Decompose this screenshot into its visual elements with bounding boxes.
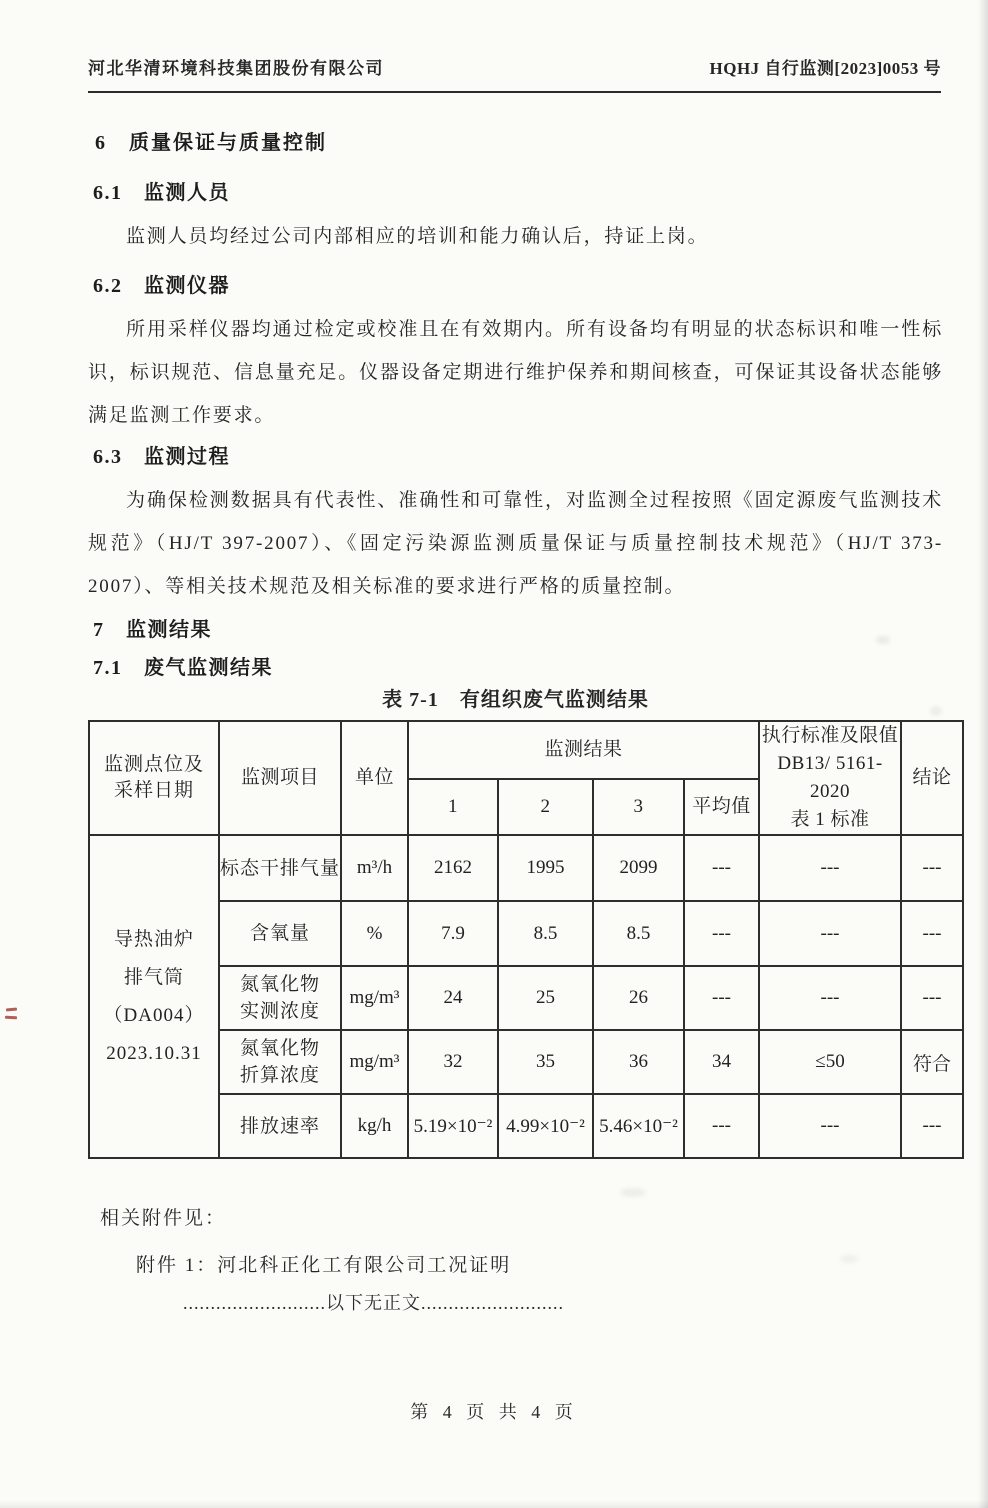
scan-noise xyxy=(876,636,890,644)
standard-cell: --- xyxy=(759,901,901,966)
item-line2: 折算浓度 xyxy=(239,1065,320,1086)
section-6-1-title: 6.1 监测人员 xyxy=(93,182,230,204)
header-sample-1: 1 xyxy=(408,779,498,835)
header-average: 平均值 xyxy=(684,779,759,835)
unit-cell: kg/h xyxy=(341,1094,408,1158)
header-conclusion: 结论 xyxy=(901,721,963,835)
header-unit: 单位 xyxy=(341,721,408,835)
unit-cell: % xyxy=(341,901,408,966)
section-6-3-title: 6.3 监测过程 xyxy=(93,446,230,468)
table-row xyxy=(89,835,963,901)
point-line3: （DA004） xyxy=(103,1004,205,1026)
red-ink-mark xyxy=(6,1008,17,1012)
header-monitoring-results: 监测结果 xyxy=(408,721,759,779)
company-name: 河北华清环境科技集团股份有限公司 xyxy=(88,59,384,78)
header-standard-limit xyxy=(759,721,901,835)
red-ink-mark xyxy=(5,1016,17,1020)
value-2-cell: 35 xyxy=(498,1030,593,1094)
value-2-cell: 8.5 xyxy=(498,901,593,966)
scan-noise xyxy=(840,1255,858,1263)
header-monitoring-point: 监测点位及采样日期 xyxy=(89,721,219,835)
scan-edge-shadow-right xyxy=(978,0,988,1508)
value-3-cell: 26 xyxy=(593,966,684,1030)
average-cell: --- xyxy=(684,901,759,966)
item-cell xyxy=(219,1094,341,1158)
scan-noise xyxy=(930,706,942,716)
item-line1: 氮氧化物 xyxy=(239,974,320,995)
section-6-2-title: 6.2 监测仪器 xyxy=(93,275,230,297)
conclusion-cell: --- xyxy=(901,835,963,901)
table-row xyxy=(89,901,963,966)
average-cell: --- xyxy=(684,835,759,901)
section-6-2-paragraph: 所用采样仪器均通过检定或校准且在有效期内。所有设备均有明显的状态标识和唯一性标识，标识规范、信息量充足。仪器设备定期进行维护保养和期间核查，可保证其设备状态能够满足监测工作要求。 xyxy=(88,319,943,426)
standard-cell: --- xyxy=(759,1094,901,1158)
page-content xyxy=(88,0,952,1315)
item-cell xyxy=(219,1030,341,1094)
table-row xyxy=(89,1030,963,1094)
table-row xyxy=(89,1094,963,1158)
section-6-title: 6 质量保证与质量控制 xyxy=(95,132,327,154)
average-cell: --- xyxy=(684,1094,759,1158)
item-line1: 排放速率 xyxy=(239,1115,320,1137)
header-standard-line3: 表 1 标准 xyxy=(790,809,870,830)
attachment-item-1: 附件 1：河北科正化工有限公司工况证明 xyxy=(136,1255,512,1276)
item-cell xyxy=(219,835,341,901)
table-caption: 表 7-1 有组织废气监测结果 xyxy=(382,689,649,711)
scan-noise xyxy=(620,1188,646,1197)
unit-cell: m³/h xyxy=(341,835,408,901)
value-1-cell: 5.19×10⁻² xyxy=(408,1094,498,1158)
point-line1: 导热油炉 xyxy=(113,928,194,950)
scan-edge-shadow-bottom xyxy=(0,1500,988,1508)
standard-cell: ≤50 xyxy=(759,1030,901,1094)
value-2-cell: 25 xyxy=(498,966,593,1030)
standard-cell: --- xyxy=(759,835,901,901)
conclusion-cell: --- xyxy=(901,1094,963,1158)
header-monitoring-item: 监测项目 xyxy=(219,721,341,835)
value-3-cell: 36 xyxy=(593,1030,684,1094)
value-2-cell: 1995 xyxy=(498,835,593,901)
value-3-cell: 2099 xyxy=(593,835,684,901)
document-number: HQHJ 自行监测[2023]0053 号 xyxy=(709,59,941,78)
average-cell: 34 xyxy=(684,1030,759,1094)
document-header xyxy=(88,0,941,93)
section-6-1-paragraph: 监测人员均经过公司内部相应的培训和能力确认后，持证上岗。 xyxy=(126,226,709,247)
item-line1: 氮氧化物 xyxy=(239,1038,320,1059)
conclusion-cell: --- xyxy=(901,966,963,1030)
table-row xyxy=(89,966,963,1030)
point-line2: 排气筒 xyxy=(123,966,184,988)
header-sample-2: 2 xyxy=(498,779,593,835)
page-number: 第 4 页 共 4 页 xyxy=(410,1402,578,1422)
average-cell: --- xyxy=(684,966,759,1030)
item-line1: 标态干排气量 xyxy=(220,857,341,879)
unit-cell: mg/m³ xyxy=(341,966,408,1030)
value-3-cell: 8.5 xyxy=(593,901,684,966)
section-6-3-paragraph: 为确保检测数据具有代表性、准确性和可靠性，对监测全过程按照《固定源废气监测技术规范》（HJ/T 397-2007）、《固定污染源监测质量保证与质量控制技术规范》（HJ/T 373-2007）、等相关技术规范及相关标准的要求进行严格的质量控制。 xyxy=(88,490,943,597)
standard-cell: --- xyxy=(759,966,901,1030)
section-7-title: 7 监测结果 xyxy=(93,619,212,641)
header-standard-line2: DB13/ 5161-2020 xyxy=(777,753,883,802)
monitoring-results-table xyxy=(88,720,964,1159)
conclusion-cell: --- xyxy=(901,901,963,966)
value-2-cell: 4.99×10⁻² xyxy=(498,1094,593,1158)
header-sample-3: 3 xyxy=(593,779,684,835)
section-7-1-title: 7.1 废气监测结果 xyxy=(93,657,273,679)
item-cell xyxy=(219,966,341,1030)
item-line1: 含氧量 xyxy=(249,923,310,944)
end-of-text-line: ..........................以下无正文.......................... xyxy=(183,1293,564,1313)
value-1-cell: 24 xyxy=(408,966,498,1030)
attachments-intro: 相关附件见： xyxy=(100,1208,227,1229)
value-1-cell: 32 xyxy=(408,1030,498,1094)
value-3-cell: 5.46×10⁻² xyxy=(593,1094,684,1158)
unit-cell: mg/m³ xyxy=(341,1030,408,1094)
monitoring-point-cell xyxy=(89,835,219,1158)
value-1-cell: 2162 xyxy=(408,835,498,901)
conclusion-cell: 符合 xyxy=(901,1030,963,1094)
header-standard-line1: 执行标准及限值 xyxy=(761,725,899,746)
item-cell xyxy=(219,901,341,966)
point-line4: 2023.10.31 xyxy=(106,1042,202,1064)
item-line2: 实测浓度 xyxy=(239,1001,320,1022)
value-1-cell: 7.9 xyxy=(408,901,498,966)
